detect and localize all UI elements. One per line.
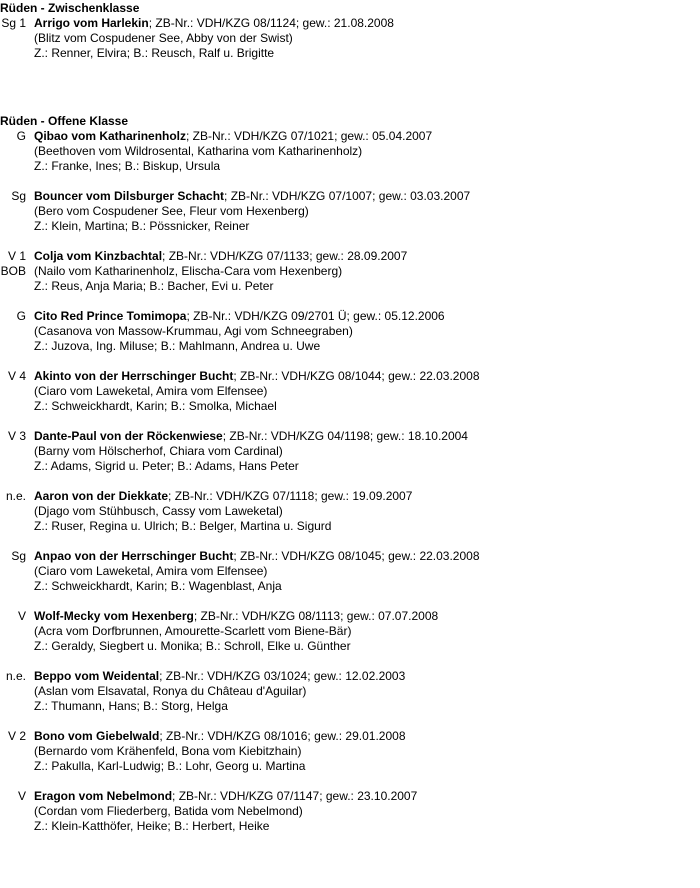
dog-entry <box>0 309 700 354</box>
registration-details: ; ZB-Nr.: VDH/KZG 07/1118; gew.: 19.09.2007 <box>168 489 413 503</box>
registration-details: ; ZB-Nr.: VDH/KZG 08/1124; gew.: 21.08.2008 <box>148 16 394 30</box>
section-offene-klasse <box>0 114 700 834</box>
owners-line: Z.: Reus, Anja Maria; B.: Bacher, Evi u. Peter <box>34 279 274 293</box>
entry-main-line <box>34 189 700 204</box>
grade-label: Sg 1 <box>1 16 26 30</box>
parents-line: (Barny vom Hölscherhof, Chiara vom Cardinal) <box>34 444 283 458</box>
grade-label: n.e. <box>5 669 26 683</box>
parents-line: (Nailo vom Katharinenholz, Elischa-Cara vom Hexenberg) <box>34 264 343 278</box>
section-title: Rüden - Zwischenklasse <box>0 1 140 15</box>
entry-main-line <box>34 609 700 624</box>
dog-entry <box>0 249 700 294</box>
dog-entry <box>0 16 700 61</box>
parents-line: (Ciaro vom Laweketal, Amira vom Elfensee) <box>34 384 268 398</box>
registration-details: ; ZB-Nr.: VDH/KZG 07/1147; gew.: 23.10.2007 <box>172 789 418 803</box>
entry-main-line <box>34 369 700 384</box>
dog-name: Colja vom Kinzbachtal <box>34 249 163 263</box>
dog-name: Wolf-Mecky vom Hexenberg <box>34 609 194 623</box>
dog-name: Bouncer vom Dilsburger Schacht <box>34 189 225 203</box>
parents-line: (Beethoven vom Wildrosental, Katharina vom Katharinenholz) <box>34 144 363 158</box>
dog-name: Qibao vom Katharinenholz <box>34 129 187 143</box>
grade-label: Sg <box>11 549 26 563</box>
grade-label: G <box>16 129 26 143</box>
owners-line: Z.: Thumann, Hans; B.: Storg, Helga <box>34 699 228 713</box>
dog-entry <box>0 669 700 714</box>
registration-details: ; ZB-Nr.: VDH/KZG 08/1016; gew.: 29.01.2008 <box>159 729 406 743</box>
dog-name: Dante-Paul von der Röckenwiese <box>34 429 223 443</box>
parents-line: (Bernardo vom Krähenfeld, Bona vom Kiebitzhain) <box>34 744 302 758</box>
grade-label: V 4 <box>7 369 26 383</box>
parents-line: (Aslan vom Elsavatal, Ronya du Château d'Aguilar) <box>34 684 307 698</box>
registration-details: ; ZB-Nr.: VDH/KZG 08/1113; gew.: 07.07.2008 <box>193 609 439 623</box>
parents-line: (Blitz vom Cospudener See, Abby von der Swist) <box>34 31 293 45</box>
entry-main-line <box>34 16 700 31</box>
owners-line: Z.: Schweickhardt, Karin; B.: Wagenblast, Anja <box>34 579 282 593</box>
dog-entry <box>0 609 700 654</box>
owners-line: Z.: Juzova, Ing. Miluse; B.: Mahlmann, Andrea u. Uwe <box>34 339 321 353</box>
registration-details: ; ZB-Nr.: VDH/KZG 07/1133; gew.: 28.09.2007 <box>162 249 408 263</box>
parents-line: (Casanova von Massow-Krummau, Agi vom Schneegraben) <box>34 324 353 338</box>
owners-line: Z.: Schweickhardt, Karin; B.: Smolka, Michael <box>34 399 277 413</box>
registration-details: ; ZB-Nr.: VDH/KZG 07/1021; gew.: 05.04.2007 <box>186 129 433 143</box>
entry-main-line <box>34 669 700 684</box>
dog-name: Eragon vom Nebelmond <box>34 789 173 803</box>
registration-details: ; ZB-Nr.: VDH/KZG 08/1044; gew.: 22.03.2008 <box>233 369 480 383</box>
dog-entry <box>0 789 700 834</box>
dog-name: Bono vom Giebelwald <box>34 729 160 743</box>
owners-line: Z.: Geraldy, Siegbert u. Monika; B.: Schroll, Elke u. Günther <box>34 639 351 653</box>
dog-name: Anpao von der Herrschinger Bucht <box>34 549 234 563</box>
entry-main-line <box>34 249 700 264</box>
registration-details: ; ZB-Nr.: VDH/KZG 07/1007; gew.: 03.03.2007 <box>224 189 471 203</box>
owners-line: Z.: Adams, Sigrid u. Peter; B.: Adams, Hans Peter <box>34 459 299 473</box>
registration-details: ; ZB-Nr.: VDH/KZG 03/1024; gew.: 12.02.2003 <box>159 669 406 683</box>
owners-line: Z.: Klein-Katthöfer, Heike; B.: Herbert, Heike <box>34 819 270 833</box>
registration-details: ; ZB-Nr.: VDH/KZG 04/1198; gew.: 18.10.2004 <box>222 429 468 443</box>
dog-name: Aaron von der Diekkate <box>34 489 169 503</box>
dog-name: Akinto von der Herrschinger Bucht <box>34 369 234 383</box>
dog-entry <box>0 369 700 414</box>
entry-main-line <box>34 549 700 564</box>
owners-line: Z.: Pakulla, Karl-Ludwig; B.: Lohr, Georg u. Martina <box>34 759 306 773</box>
section-title: Rüden - Offene Klasse <box>0 114 129 128</box>
owners-line: Z.: Franke, Ines; B.: Biskup, Ursula <box>34 159 221 173</box>
owners-line: Z.: Ruser, Regina u. Ulrich; B.: Belger, Martina u. Sigurd <box>34 519 332 533</box>
parents-line: (Acra vom Dorfbrunnen, Amourette-Scarlett vom Biene-Bär) <box>34 624 352 638</box>
dog-entry <box>0 549 700 594</box>
entry-main-line <box>34 729 700 744</box>
section-zwischenklasse <box>0 1 700 61</box>
dog-entry <box>0 729 700 774</box>
grade-label: Sg <box>11 189 26 203</box>
dog-entry <box>0 429 700 474</box>
registration-details: ; ZB-Nr.: VDH/KZG 09/2701 Ü; gew.: 05.12.2006 <box>186 309 445 323</box>
entry-main-line <box>34 129 700 144</box>
grade-label: V <box>17 789 26 803</box>
registration-details: ; ZB-Nr.: VDH/KZG 08/1045; gew.: 22.03.2008 <box>233 549 480 563</box>
grade-label: V 2 <box>7 729 26 743</box>
grade-label: G <box>16 309 26 323</box>
grade-label: n.e. <box>5 489 26 503</box>
dog-entry <box>0 129 700 174</box>
dog-entry <box>0 189 700 234</box>
parents-line: (Djago vom Stühbusch, Cassy vom Laweketal) <box>34 504 283 518</box>
entry-main-line <box>34 429 700 444</box>
grade-label: V 3 <box>7 429 26 443</box>
entry-main-line <box>34 489 700 504</box>
dog-name: Arrigo vom Harlekin <box>34 16 149 30</box>
entry-main-line <box>34 789 700 804</box>
grade-label: V 1 BOB <box>0 249 26 278</box>
parents-line: (Cordan vom Fliederberg, Batida vom Nebelmond) <box>34 804 303 818</box>
dog-entry <box>0 489 700 534</box>
parents-line: (Ciaro vom Laweketal, Amira vom Elfensee) <box>34 564 268 578</box>
entry-main-line <box>34 309 700 324</box>
owners-line: Z.: Renner, Elvira; B.: Reusch, Ralf u. Brigitte <box>34 46 275 60</box>
parents-line: (Bero vom Cospudener See, Fleur vom Hexenberg) <box>34 204 309 218</box>
grade-label: V <box>17 609 26 623</box>
dog-name: Beppo vom Weidental <box>34 669 160 683</box>
dog-name: Cito Red Prince Tomimopa <box>34 309 187 323</box>
owners-line: Z.: Klein, Martina; B.: Pössnicker, Reiner <box>34 219 250 233</box>
